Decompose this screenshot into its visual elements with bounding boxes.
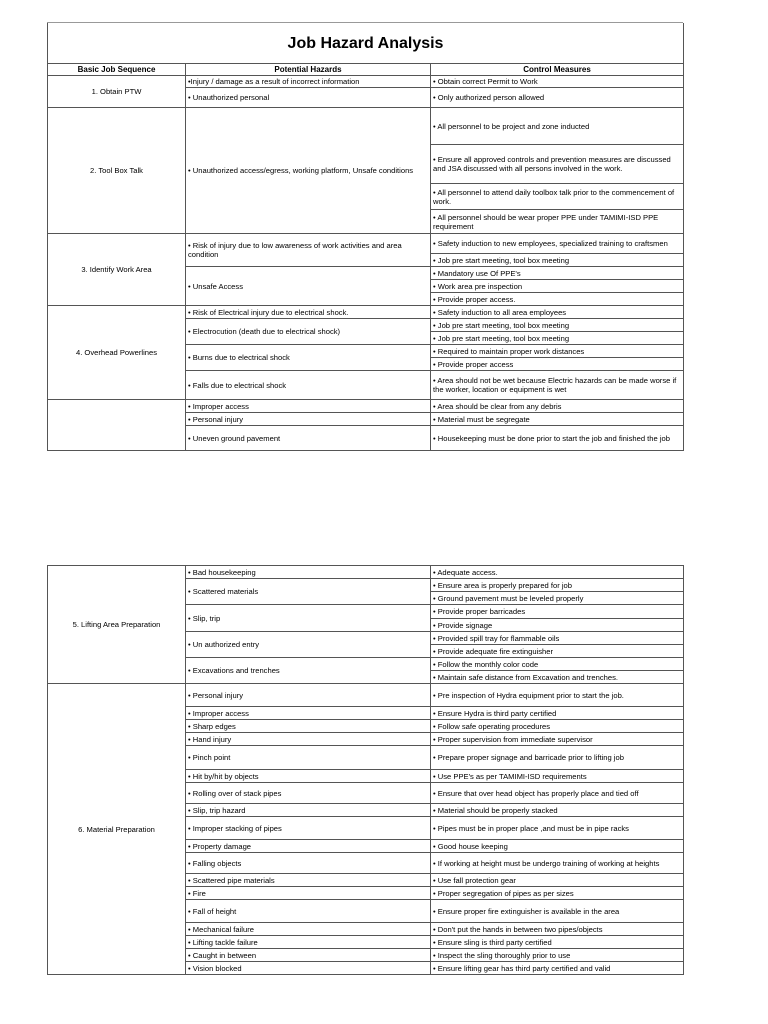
hazard-cell: • Scattered pipe materials <box>186 874 431 887</box>
control-measure-cell: • Provided spill tray for flammable oils <box>431 632 684 645</box>
control-measure-cell: • Don't put the hands in between two pipes/objects <box>431 923 684 936</box>
hazard-cell: • Rolling over of stack pipes <box>186 783 431 804</box>
control-measure-cell: • Maintain safe distance from Excavation and trenches. <box>431 671 684 684</box>
control-measure-cell: • Job pre start meeting, tool box meeting <box>431 332 684 345</box>
job-sequence-cell: 4. Overhead Powerlines <box>48 306 186 400</box>
hazard-cell: • Burns due to electrical shock <box>186 345 431 371</box>
hazard-cell: • Bad housekeeping <box>186 566 431 579</box>
table-row <box>48 684 684 707</box>
control-measure-cell: • Ensure lifting gear has third party certified and valid <box>431 962 684 975</box>
control-measure-cell: • Pipes must be in proper place ,and must be in pipe racks <box>431 817 684 840</box>
control-measure-cell: • Adequate access. <box>431 566 684 579</box>
table-row <box>48 306 684 319</box>
control-measure-cell: • All personnel should be wear proper PPE under TAMIMI-ISD PPE requirement <box>431 210 684 234</box>
hazard-cell: • Electrocution (death due to electrical shock) <box>186 319 431 345</box>
control-measure-cell: • Ensure all approved controls and prevention measures are discussed and JSA discussed with all persons involved in the work. <box>431 145 684 184</box>
hazard-cell: • Personal injury <box>186 413 431 426</box>
control-measure-cell: • Mandatory use Of PPE's <box>431 267 684 280</box>
control-measure-cell: • Good house keeping <box>431 840 684 853</box>
hazard-cell: • Unauthorized access/egress, working platform, Unsafe conditions <box>186 108 431 234</box>
hazard-cell: • Caught in between <box>186 949 431 962</box>
control-measure-cell: • Provide proper access <box>431 358 684 371</box>
hazard-cell: • Risk of injury due to low awareness of work activities and area condition <box>186 234 431 267</box>
control-measure-cell: • Ensure Hydra is third party certified <box>431 707 684 720</box>
hazard-cell: • Mechanical failure <box>186 923 431 936</box>
title-row <box>48 23 684 64</box>
control-measure-cell: • All personnel to attend daily toolbox talk prior to the commencement of work. <box>431 184 684 210</box>
hazard-cell: • Falling objects <box>186 853 431 874</box>
control-measure-cell: • Use PPE's as per TAMIMI-ISD requirements <box>431 770 684 783</box>
hazard-cell: • Improper stacking of pipes <box>186 817 431 840</box>
header-row <box>48 64 684 76</box>
hazard-cell: •Injury / damage as a result of incorrect information <box>186 76 431 88</box>
job-sequence-cell: 6. Material Preparation <box>48 684 186 975</box>
control-measure-cell: • Material must be segregate <box>431 413 684 426</box>
control-measure-cell: • Pre inspection of Hydra equipment prior to start the job. <box>431 684 684 707</box>
hazard-cell: • Lifting tackle failure <box>186 936 431 949</box>
job-sequence-cell: 1. Obtain PTW <box>48 76 186 108</box>
control-measure-cell: • Follow safe operating procedures <box>431 720 684 733</box>
hazard-cell: • Pinch point <box>186 746 431 770</box>
control-measure-cell: • All personnel to be project and zone inducted <box>431 108 684 145</box>
hazard-cell: • Fire <box>186 887 431 900</box>
control-measure-cell: • Area should not be wet because Electric hazards can be made worse if the worker, location or equipment is wet <box>431 371 684 400</box>
control-measure-cell: • Provide proper barricades <box>431 605 684 619</box>
hazard-cell: • Sharp edges <box>186 720 431 733</box>
hazard-cell: • Un authorized entry <box>186 632 431 658</box>
hazard-cell: • Improper access <box>186 707 431 720</box>
control-measure-cell: • Work area pre inspection <box>431 280 684 293</box>
control-measure-cell: • If working at height must be undergo training of working at heights <box>431 853 684 874</box>
table-row <box>48 76 684 88</box>
control-measure-cell: • Prepare proper signage and barricade prior to lifting job <box>431 746 684 770</box>
header-control-measures: Control Measures <box>431 64 684 76</box>
hazard-cell: • Scattered materials <box>186 579 431 605</box>
control-measure-cell: • Inspect the sling thoroughly prior to use <box>431 949 684 962</box>
document-title: Job Hazard Analysis <box>48 23 684 64</box>
control-measure-cell: • Required to maintain proper work distances <box>431 345 684 358</box>
hazard-cell: • Unauthorized personal <box>186 88 431 108</box>
table-row <box>48 108 684 145</box>
control-measure-cell: • Provide adequate fire extinguisher <box>431 645 684 658</box>
hazard-cell: • Fall of height <box>186 900 431 923</box>
job-sequence-cell: 2. Tool Box Talk <box>48 108 186 234</box>
table-row <box>48 400 684 413</box>
table-body <box>48 76 684 451</box>
header-job-sequence: Basic Job Sequence <box>48 64 186 76</box>
table-row <box>48 566 684 579</box>
control-measure-cell: • Housekeeping must be done prior to start the job and finished the job <box>431 426 684 451</box>
hazard-cell: • Excavations and trenches <box>186 658 431 684</box>
control-measure-cell: • Ground pavement must be leveled properly <box>431 592 684 605</box>
header-potential-hazards: Potential Hazards <box>186 64 431 76</box>
hazard-cell: • Falls due to electrical shock <box>186 371 431 400</box>
hazard-table-page-1 <box>47 23 684 451</box>
hazard-cell: • Slip, trip <box>186 605 431 632</box>
control-measure-cell: • Job pre start meeting, tool box meeting <box>431 254 684 267</box>
hazard-cell: • Improper access <box>186 400 431 413</box>
hazard-cell: • Uneven ground pavement <box>186 426 431 451</box>
hazard-cell: • Unsafe Access <box>186 267 431 306</box>
control-measure-cell: • Provide proper access. <box>431 293 684 306</box>
control-measure-cell: • Only authorized person allowed <box>431 88 684 108</box>
hazard-cell: • Hit by/hit by objects <box>186 770 431 783</box>
control-measure-cell: • Ensure that over head object has properly place and tied off <box>431 783 684 804</box>
table-row <box>48 234 684 254</box>
control-measure-cell: • Follow the monthly color code <box>431 658 684 671</box>
control-measure-cell: • Use fall protection gear <box>431 874 684 887</box>
hazard-cell: • Hand injury <box>186 733 431 746</box>
hazard-cell: • Slip, trip hazard <box>186 804 431 817</box>
hazard-cell: • Personal injury <box>186 684 431 707</box>
control-measure-cell: • Area should be clear from any debris <box>431 400 684 413</box>
control-measure-cell: • Provide signage <box>431 619 684 632</box>
hazard-cell: • Vision blocked <box>186 962 431 975</box>
job-sequence-cell <box>48 400 186 451</box>
control-measure-cell: • Ensure area is properly prepared for job <box>431 579 684 592</box>
control-measure-cell: • Proper segregation of pipes as per sizes <box>431 887 684 900</box>
control-measure-cell: • Job pre start meeting, tool box meeting <box>431 319 684 332</box>
control-measure-cell: • Safety induction to new employees, specialized training to craftsmen <box>431 234 684 254</box>
hazard-table-page-2 <box>47 565 684 975</box>
job-sequence-cell: 3. Identify Work Area <box>48 234 186 306</box>
control-measure-cell: • Material should be properly stacked <box>431 804 684 817</box>
hazard-cell: • Property damage <box>186 840 431 853</box>
control-measure-cell: • Proper supervision from immediate supervisor <box>431 733 684 746</box>
control-measure-cell: • Ensure sling is third party certified <box>431 936 684 949</box>
hazard-cell: • Risk of Electrical injury due to electrical shock. <box>186 306 431 319</box>
control-measure-cell: • Safety induction to all area employees <box>431 306 684 319</box>
table-body <box>48 566 684 975</box>
control-measure-cell: • Ensure proper fire extinguisher is available in the area <box>431 900 684 923</box>
job-sequence-cell: 5. Lifting Area Preparation <box>48 566 186 684</box>
control-measure-cell: • Obtain correct Permit to Work <box>431 76 684 88</box>
